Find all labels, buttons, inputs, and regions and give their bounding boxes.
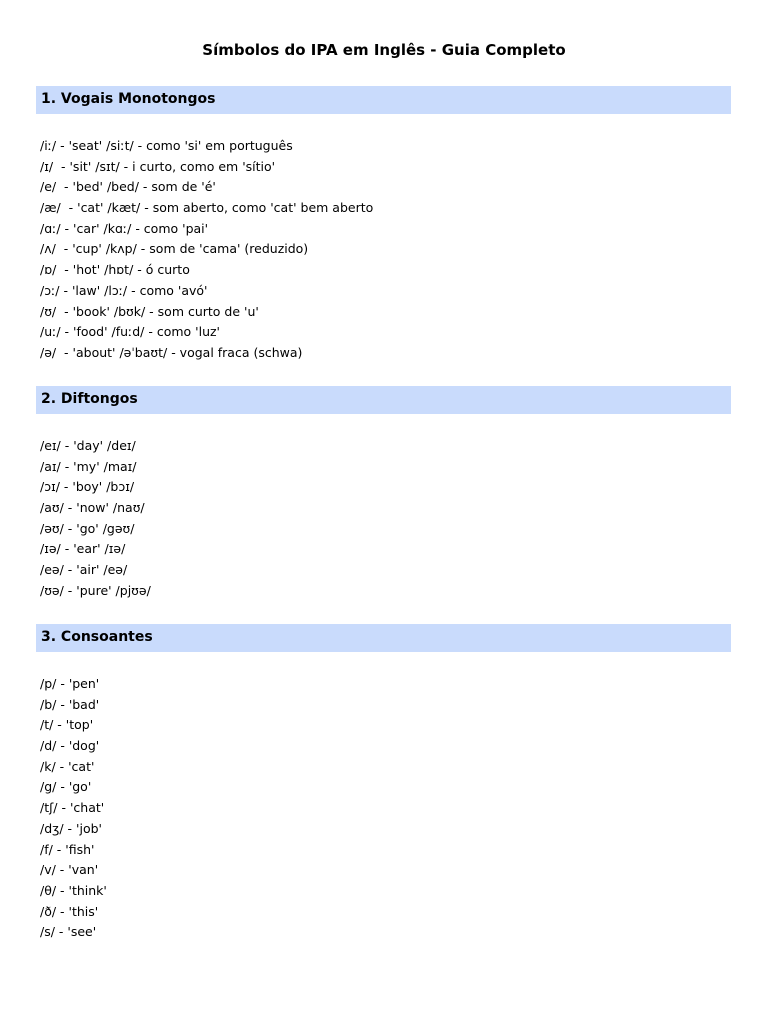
- list-item: /ɔː/ - 'law' /lɔː/ - como 'avó': [40, 282, 208, 298]
- list-item: /ɔɪ/ - 'boy' /bɔɪ/: [40, 479, 135, 495]
- list-item: /aʊ/ - 'now' /naʊ/: [40, 500, 145, 516]
- list-item: /f/ - 'fish': [40, 841, 95, 857]
- list-item: /ʊ/ - 'book' /bʊk/ - som curto de 'u': [40, 303, 259, 319]
- consonant-list: [40, 674, 107, 943]
- list-item: /t/ - 'top': [40, 717, 94, 733]
- list-item: /g/ - 'go': [40, 779, 92, 795]
- list-item: /ɪə/ - 'ear' /ɪə/: [40, 541, 126, 557]
- list-item: /əʊ/ - 'go' /gəʊ/: [40, 520, 135, 536]
- list-item: /b/ - 'bad': [40, 696, 100, 712]
- list-item: /ʌ/ - 'cup' /kʌp/ - som de 'cama' (reduzido): [40, 241, 309, 257]
- vowel-list: [40, 136, 373, 364]
- list-item: /ʊə/ - 'pure' /pjʊə/: [40, 582, 151, 598]
- list-item: /ɑː/ - 'car' /kɑː/ - como 'pai': [40, 220, 209, 236]
- list-item: /ɒ/ - 'hot' /hɒt/ - ó curto: [40, 262, 190, 278]
- list-item: /eə/ - 'air' /eə/: [40, 562, 128, 578]
- section-heading-diphthongs: 2. Diftongos: [36, 386, 731, 414]
- page-title: Símbolos do IPA em Inglês - Guia Completo: [202, 41, 566, 59]
- list-item: /ɪ/ - 'sit' /sɪt/ - i curto, como em 'sítio': [40, 158, 276, 174]
- list-item: /aɪ/ - 'my' /maɪ/: [40, 458, 137, 474]
- list-item: /ə/ - 'about' /əˈbaʊt/ - vogal fraca (schwa): [40, 344, 303, 360]
- list-item: /v/ - 'van': [40, 862, 99, 878]
- list-item: /iː/ - 'seat' /siːt/ - como 'si' em português: [40, 138, 293, 153]
- list-item: /dʒ/ - 'job': [40, 820, 102, 836]
- list-item: /eɪ/ - 'day' /deɪ/: [40, 438, 136, 453]
- list-item: /tʃ/ - 'chat': [40, 800, 105, 816]
- diphthong-list: [40, 436, 151, 602]
- list-item: /p/ - 'pen': [40, 676, 100, 691]
- list-item: /æ/ - 'cat' /kæt/ - som aberto, como 'cat' bem aberto: [40, 200, 374, 216]
- list-item: /e/ - 'bed' /bed/ - som de 'é': [40, 179, 216, 195]
- section-heading-vowels: 1. Vogais Monotongos: [36, 86, 731, 114]
- list-item: /d/ - 'dog': [40, 738, 100, 754]
- list-item: /θ/ - 'think': [40, 882, 107, 898]
- list-item: /ð/ - 'this': [40, 903, 99, 919]
- list-item: /k/ - 'cat': [40, 758, 95, 774]
- list-item: /s/ - 'see': [40, 924, 97, 940]
- list-item: /uː/ - 'food' /fuːd/ - como 'luz': [40, 324, 220, 340]
- section-heading-consonants: 3. Consoantes: [36, 624, 731, 652]
